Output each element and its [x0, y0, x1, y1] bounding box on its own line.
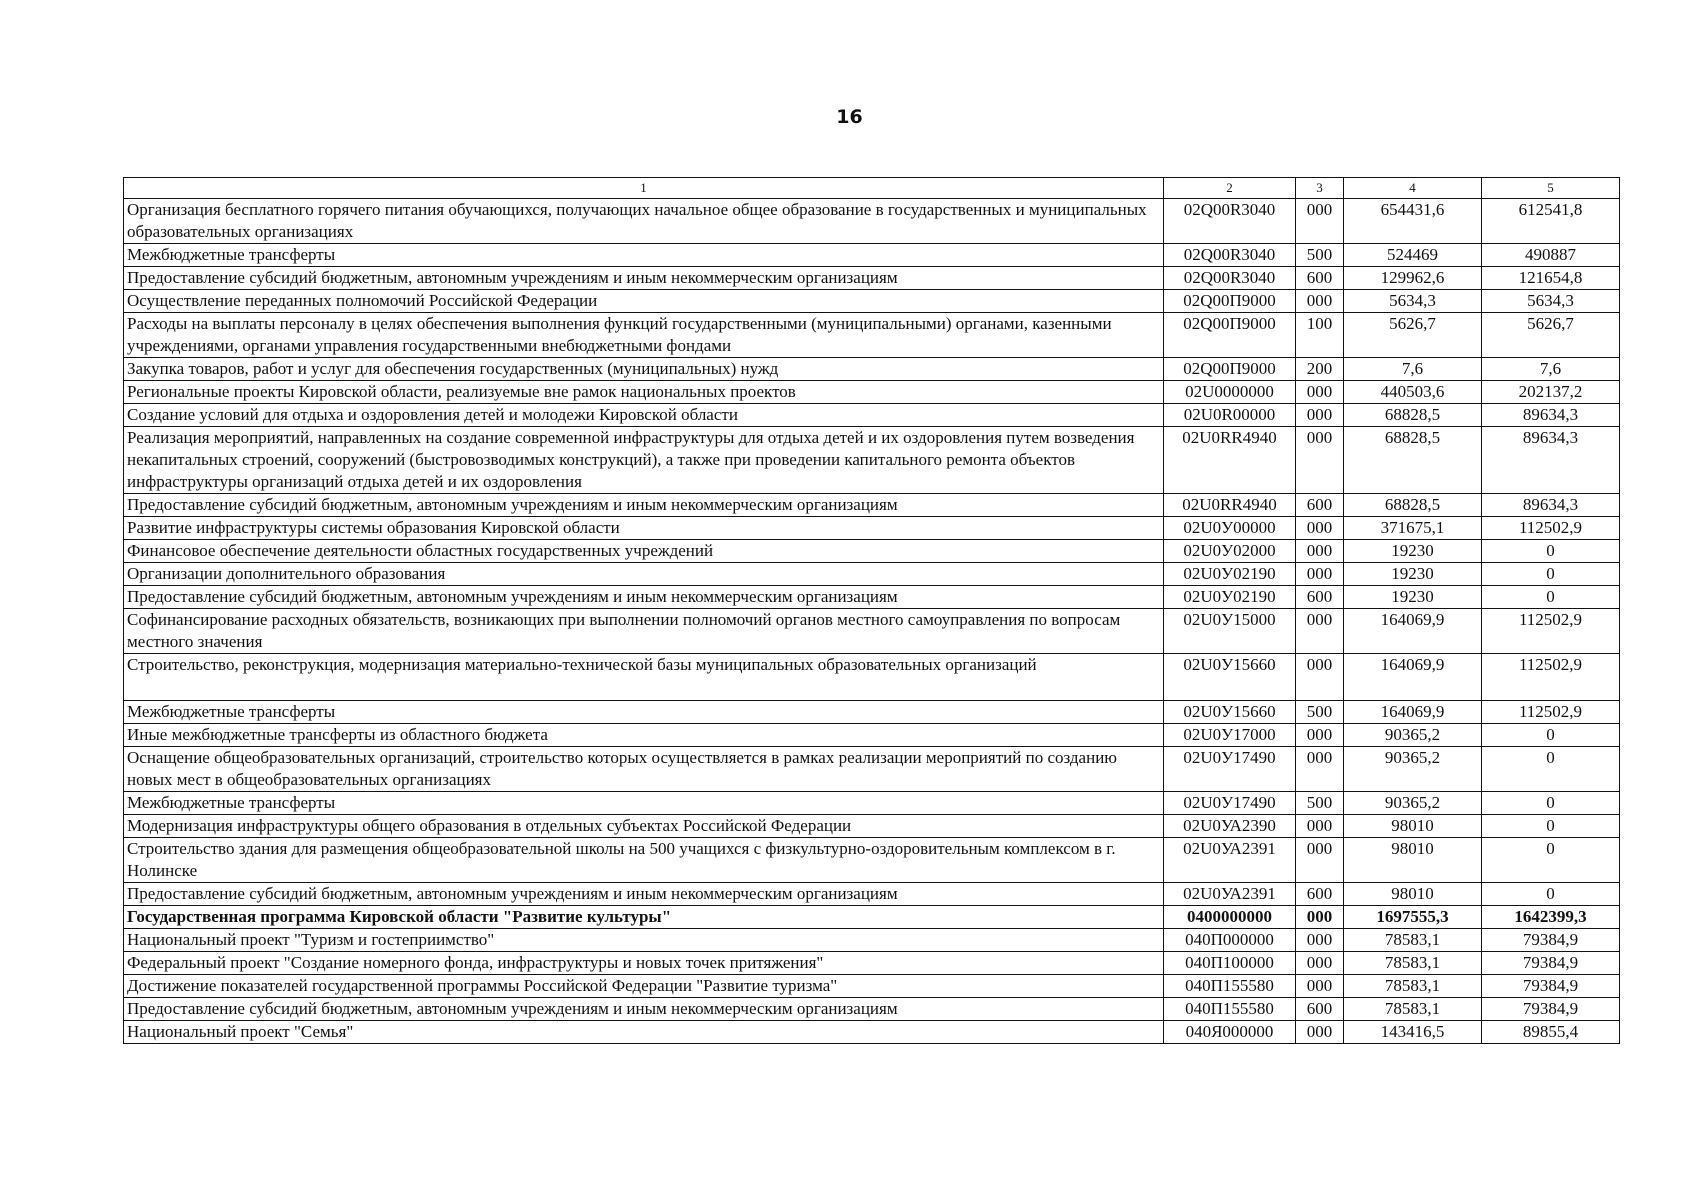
- row-value-2: 0: [1482, 724, 1620, 747]
- row-value-1: 98010: [1344, 815, 1482, 838]
- row-code: 040П000000: [1164, 929, 1296, 952]
- row-expense-kind: 600: [1296, 586, 1344, 609]
- row-name: Строительство здания для размещения общеобразовательной школы на 500 учащихся с физкультурно-оздоровительным комплексом в г. Нолинске: [124, 838, 1164, 883]
- row-value-2: 89634,3: [1482, 427, 1620, 494]
- row-name: Реализация мероприятий, направленных на создание современной инфраструктуры для отдыха детей и их оздоровления путем возведения некапитальных строений, сооружений (быстровозводимых конструкций), а также при проведении капитального ремонта объектов инфраструктуры организаций отдыха детей и их оздоровления: [124, 427, 1164, 494]
- row-name: Предоставление субсидий бюджетным, автономным учреждениям и иным некоммерческим организациям: [124, 998, 1164, 1021]
- row-expense-kind: 000: [1296, 815, 1344, 838]
- row-name: Предоставление субсидий бюджетным, автономным учреждениям и иным некоммерческим организациям: [124, 267, 1164, 290]
- table-row: [124, 1021, 1620, 1044]
- row-code: 02U0УА2391: [1164, 838, 1296, 883]
- row-expense-kind: 000: [1296, 724, 1344, 747]
- table-header-row: [124, 178, 1620, 199]
- row-value-2: 5634,3: [1482, 290, 1620, 313]
- row-value-2: 202137,2: [1482, 381, 1620, 404]
- table-row: [124, 427, 1620, 494]
- row-code: 040Я000000: [1164, 1021, 1296, 1044]
- row-code: 02Q00R3040: [1164, 267, 1296, 290]
- table-row: [124, 815, 1620, 838]
- table-row: [124, 998, 1620, 1021]
- table-row: [124, 517, 1620, 540]
- column-header-kind: 3: [1296, 178, 1344, 199]
- row-expense-kind: 500: [1296, 701, 1344, 724]
- table-row: [124, 724, 1620, 747]
- table-row: [124, 404, 1620, 427]
- row-value-1: 654431,6: [1344, 199, 1482, 244]
- table-row: [124, 929, 1620, 952]
- row-value-2: 0: [1482, 747, 1620, 792]
- row-expense-kind: 000: [1296, 747, 1344, 792]
- row-name: Предоставление субсидий бюджетным, автономным учреждениям и иным некоммерческим организациям: [124, 494, 1164, 517]
- row-value-1: 98010: [1344, 838, 1482, 883]
- row-code: 040П155580: [1164, 998, 1296, 1021]
- table-row: [124, 267, 1620, 290]
- row-name: Осуществление переданных полномочий Российской Федерации: [124, 290, 1164, 313]
- page-number: 16: [836, 106, 863, 128]
- table-row: [124, 747, 1620, 792]
- table-row: [124, 609, 1620, 654]
- row-name: Национальный проект "Туризм и гостеприимство": [124, 929, 1164, 952]
- row-value-1: 5626,7: [1344, 313, 1482, 358]
- row-value-2: 490887: [1482, 244, 1620, 267]
- row-code: 02U0RR4940: [1164, 427, 1296, 494]
- row-code: 02U0УА2391: [1164, 883, 1296, 906]
- row-expense-kind: 000: [1296, 290, 1344, 313]
- row-name: Федеральный проект "Создание номерного фонда, инфраструктуры и новых точек притяжения": [124, 952, 1164, 975]
- row-expense-kind: 000: [1296, 381, 1344, 404]
- row-value-2: 0: [1482, 586, 1620, 609]
- row-name: Расходы на выплаты персоналу в целях обеспечения выполнения функций государственными (муниципальными) органами, казенными учреждениями, органами управления государственными внебюджетными фондами: [124, 313, 1164, 358]
- row-value-2: 5626,7: [1482, 313, 1620, 358]
- row-value-1: 19230: [1344, 586, 1482, 609]
- row-value-1: 164069,9: [1344, 609, 1482, 654]
- row-expense-kind: 000: [1296, 654, 1344, 701]
- table-row: [124, 701, 1620, 724]
- row-code: 02Q00П9000: [1164, 290, 1296, 313]
- table-row: [124, 313, 1620, 358]
- row-value-1: 143416,5: [1344, 1021, 1482, 1044]
- row-value-2: 0: [1482, 540, 1620, 563]
- table-row: [124, 586, 1620, 609]
- row-expense-kind: 000: [1296, 929, 1344, 952]
- row-expense-kind: 100: [1296, 313, 1344, 358]
- row-code: 040П155580: [1164, 975, 1296, 998]
- row-value-1: 68828,5: [1344, 427, 1482, 494]
- row-value-2: 79384,9: [1482, 952, 1620, 975]
- row-value-2: 79384,9: [1482, 929, 1620, 952]
- row-expense-kind: 000: [1296, 540, 1344, 563]
- row-code: 02U0У15660: [1164, 654, 1296, 701]
- table-row: [124, 381, 1620, 404]
- table-row: [124, 952, 1620, 975]
- row-name: Модернизация инфраструктуры общего образования в отдельных субъектах Российской Федерации: [124, 815, 1164, 838]
- row-value-2: 612541,8: [1482, 199, 1620, 244]
- row-value-2: 112502,9: [1482, 609, 1620, 654]
- table-row: [124, 290, 1620, 313]
- row-expense-kind: 000: [1296, 838, 1344, 883]
- budget-table: [123, 177, 1620, 1044]
- row-value-2: 1642399,3: [1482, 906, 1620, 929]
- row-value-1: 90365,2: [1344, 724, 1482, 747]
- table-row: [124, 838, 1620, 883]
- row-code: 02U0У02000: [1164, 540, 1296, 563]
- row-value-1: 90365,2: [1344, 747, 1482, 792]
- row-name: Строительство, реконструкция, модернизация материально-технической базы муниципальных образовательных организаций: [124, 654, 1164, 701]
- column-header-name: 1: [124, 178, 1164, 199]
- row-value-2: 0: [1482, 838, 1620, 883]
- row-name: Национальный проект "Семья": [124, 1021, 1164, 1044]
- row-value-1: 78583,1: [1344, 929, 1482, 952]
- row-value-1: 164069,9: [1344, 701, 1482, 724]
- row-value-1: 19230: [1344, 540, 1482, 563]
- table-row: [124, 563, 1620, 586]
- row-code: 02U0У02190: [1164, 563, 1296, 586]
- row-expense-kind: 000: [1296, 975, 1344, 998]
- row-expense-kind: 600: [1296, 494, 1344, 517]
- row-code: 02U0У00000: [1164, 517, 1296, 540]
- row-name: Организации дополнительного образования: [124, 563, 1164, 586]
- row-value-1: 78583,1: [1344, 952, 1482, 975]
- row-code: 02Q00П9000: [1164, 313, 1296, 358]
- row-value-2: 112502,9: [1482, 654, 1620, 701]
- row-code: 02U0У17000: [1164, 724, 1296, 747]
- row-expense-kind: 000: [1296, 609, 1344, 654]
- row-expense-kind: 200: [1296, 358, 1344, 381]
- row-expense-kind: 600: [1296, 267, 1344, 290]
- row-value-1: 19230: [1344, 563, 1482, 586]
- row-code: 02U0У15660: [1164, 701, 1296, 724]
- row-value-1: 129962,6: [1344, 267, 1482, 290]
- row-value-2: 0: [1482, 883, 1620, 906]
- row-value-1: 68828,5: [1344, 494, 1482, 517]
- row-value-2: 79384,9: [1482, 975, 1620, 998]
- row-code: 02U0У15000: [1164, 609, 1296, 654]
- row-expense-kind: 500: [1296, 244, 1344, 267]
- row-value-2: 89634,3: [1482, 494, 1620, 517]
- row-value-1: 524469: [1344, 244, 1482, 267]
- row-code: 02Q00R3040: [1164, 244, 1296, 267]
- row-expense-kind: 000: [1296, 952, 1344, 975]
- row-expense-kind: 000: [1296, 404, 1344, 427]
- row-value-2: 0: [1482, 792, 1620, 815]
- row-value-1: 78583,1: [1344, 975, 1482, 998]
- row-code: 02U0УА2390: [1164, 815, 1296, 838]
- row-value-2: 121654,8: [1482, 267, 1620, 290]
- table-row: [124, 654, 1620, 701]
- row-code: 02Q00П9000: [1164, 358, 1296, 381]
- row-code: 02Q00R3040: [1164, 199, 1296, 244]
- row-value-1: 5634,3: [1344, 290, 1482, 313]
- row-name: Иные межбюджетные трансферты из областного бюджета: [124, 724, 1164, 747]
- table-row: [124, 906, 1620, 929]
- column-header-value-2: 5: [1482, 178, 1620, 199]
- table-row: [124, 358, 1620, 381]
- row-name: Оснащение общеобразовательных организаций, строительство которых осуществляется в рамках реализации мероприятий по созданию новых мест в общеобразовательных организациях: [124, 747, 1164, 792]
- row-name: Закупка товаров, работ и услуг для обеспечения государственных (муниципальных) нужд: [124, 358, 1164, 381]
- row-code: 02U0У17490: [1164, 792, 1296, 815]
- row-expense-kind: 600: [1296, 998, 1344, 1021]
- row-code: 02U0000000: [1164, 381, 1296, 404]
- row-expense-kind: 000: [1296, 517, 1344, 540]
- row-value-2: 112502,9: [1482, 517, 1620, 540]
- row-name: Межбюджетные трансферты: [124, 701, 1164, 724]
- row-code: 02U0R00000: [1164, 404, 1296, 427]
- row-value-2: 89855,4: [1482, 1021, 1620, 1044]
- table-row: [124, 540, 1620, 563]
- row-name: Достижение показателей государственной программы Российской Федерации "Развитие туризма": [124, 975, 1164, 998]
- row-code: 02U0У02190: [1164, 586, 1296, 609]
- row-value-2: 89634,3: [1482, 404, 1620, 427]
- row-name: Межбюджетные трансферты: [124, 792, 1164, 815]
- row-value-1: 440503,6: [1344, 381, 1482, 404]
- row-name: Предоставление субсидий бюджетным, автономным учреждениям и иным некоммерческим организациям: [124, 586, 1164, 609]
- table-row: [124, 494, 1620, 517]
- row-code: 040П100000: [1164, 952, 1296, 975]
- row-value-1: 90365,2: [1344, 792, 1482, 815]
- row-value-2: 7,6: [1482, 358, 1620, 381]
- row-expense-kind: 000: [1296, 199, 1344, 244]
- row-value-1: 1697555,3: [1344, 906, 1482, 929]
- row-expense-kind: 000: [1296, 1021, 1344, 1044]
- row-name: Создание условий для отдыха и оздоровления детей и молодежи Кировской области: [124, 404, 1164, 427]
- row-expense-kind: 000: [1296, 427, 1344, 494]
- column-header-code: 2: [1164, 178, 1296, 199]
- row-value-1: 371675,1: [1344, 517, 1482, 540]
- row-name: Финансовое обеспечение деятельности областных государственных учреждений: [124, 540, 1164, 563]
- row-name: Предоставление субсидий бюджетным, автономным учреждениям и иным некоммерческим организациям: [124, 883, 1164, 906]
- row-value-1: 98010: [1344, 883, 1482, 906]
- table-row: [124, 792, 1620, 815]
- row-name: Софинансирование расходных обязательств, возникающих при выполнении полномочий органов местного самоуправления по вопросам местного значения: [124, 609, 1164, 654]
- row-expense-kind: 000: [1296, 906, 1344, 929]
- row-value-2: 79384,9: [1482, 998, 1620, 1021]
- row-value-2: 0: [1482, 563, 1620, 586]
- row-value-1: 78583,1: [1344, 998, 1482, 1021]
- row-value-1: 164069,9: [1344, 654, 1482, 701]
- row-value-2: 112502,9: [1482, 701, 1620, 724]
- column-header-value-1: 4: [1344, 178, 1482, 199]
- table-row: [124, 975, 1620, 998]
- row-name: Организация бесплатного горячего питания обучающихся, получающих начальное общее образование в государственных и муниципальных образовательных организациях: [124, 199, 1164, 244]
- row-name: Развитие инфраструктуры системы образования Кировской области: [124, 517, 1164, 540]
- row-name: Межбюджетные трансферты: [124, 244, 1164, 267]
- row-value-1: 7,6: [1344, 358, 1482, 381]
- row-code: 02U0RR4940: [1164, 494, 1296, 517]
- table-row: [124, 199, 1620, 244]
- row-code: 0400000000: [1164, 906, 1296, 929]
- row-value-2: 0: [1482, 815, 1620, 838]
- row-expense-kind: 600: [1296, 883, 1344, 906]
- table-body: [124, 199, 1620, 1044]
- row-name: Региональные проекты Кировской области, реализуемые вне рамок национальных проектов: [124, 381, 1164, 404]
- table-row: [124, 244, 1620, 267]
- row-code: 02U0У17490: [1164, 747, 1296, 792]
- row-value-1: 68828,5: [1344, 404, 1482, 427]
- table-row: [124, 883, 1620, 906]
- row-name: Государственная программа Кировской области "Развитие культуры": [124, 906, 1164, 929]
- row-expense-kind: 500: [1296, 792, 1344, 815]
- row-expense-kind: 000: [1296, 563, 1344, 586]
